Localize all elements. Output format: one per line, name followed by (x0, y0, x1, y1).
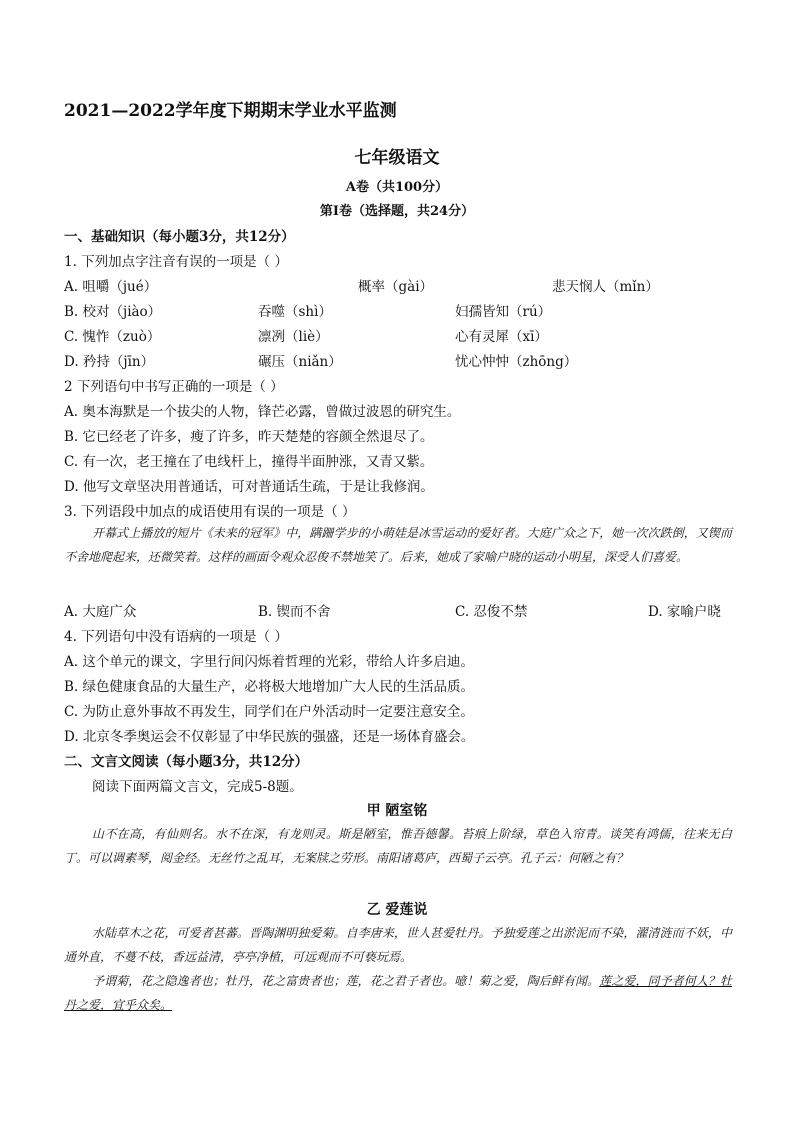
q3-option-c: C. 忍俊不禁 (455, 604, 528, 620)
q1-option-d3: 忧心忡忡（zhōng） (455, 354, 578, 370)
q4-option-a: A. 这个单元的课文，字里行间闪烁着哲理的光彩，带给人许多启迪。 (64, 654, 474, 670)
q4-option-b: B. 绿色健康食品的大量生产，必将极大地增加广大人民的生活品质。 (64, 679, 475, 695)
q1-stem: 1. 下列加点字注音有误的一项是（ ） (64, 254, 288, 270)
section-2-title: 二、文言文阅读（每小题3分，共12分） (64, 754, 309, 770)
yi-title: 乙 爱莲说 (366, 902, 428, 918)
yi-paragraph-2-plain: 予谓菊，花之隐逸者也；牡丹，花之富贵者也；莲，花之君子者也。噫！菊之爱，陶后鲜有闻。 (92, 974, 600, 988)
q1-option-a1: A. 咀嚼（jué） (64, 279, 158, 295)
q1-option-b1: B. 校对（jiào） (64, 304, 162, 320)
q4-option-c: C. 为防止意外事故不再发生，同学们在户外活动时一定要注意安全。 (64, 704, 474, 720)
q1-option-b2: 吞噬（shì） (258, 304, 332, 320)
part-title: 第Ⅰ卷（选择题，共24分） (319, 204, 475, 219)
yi-paragraph-2-underlined: 莲之爱，同予者何人？牡丹之爱，宜乎众矣。 (64, 974, 732, 1012)
subject-title: 七年级语文 (354, 148, 440, 168)
q3-option-b: B. 锲而不舍 (258, 604, 331, 620)
jia-title: 甲 陋室铭 (366, 803, 428, 819)
exam-title: 2021—2022学年度下期期末学业水平监测 (64, 101, 397, 121)
q2-option-a: A. 奥本海默是一个拔尖的人物，锋芒必露，曾做过波恩的研究生。 (64, 404, 461, 420)
q2-option-d: D. 他写文章坚决用普通话，可对普通话生疏，于是让我修润。 (64, 479, 434, 495)
q1-option-c3: 心有灵犀（xī） (455, 329, 548, 345)
q1-option-a3: 悲天悯人（mǐn） (552, 279, 659, 295)
q3-stem: 3. 下列语段中加点的成语使用有误的一项是（ ） (64, 504, 356, 520)
q3-passage: 开幕式上播放的短片《未来的冠军》中，蹒跚学步的小萌娃是冰雪运动的爱好者。大庭广众之下，她一次次跌倒，又锲而不舍地爬起来，还微笑着。这样的画面令观众忍俊不禁地笑了。后来，她成了家喻户晓的运动小明星，深受人们喜爱。 (64, 526, 732, 564)
section-2-intro: 阅读下面两篇文言文，完成5-8题。 (92, 779, 303, 795)
q1-option-d2: 碾压（niǎn） (258, 354, 342, 370)
q2-stem: 2 下列语句中书写正确的一项是（ ） (64, 379, 284, 395)
q2-option-b: B. 它已经老了许多，瘦了许多，昨天楚楚的容颜全然退尽了。 (64, 429, 434, 445)
q3-option-a: A. 大庭广众 (64, 604, 137, 620)
q2-option-c: C. 有一次，老王撞在了电线杆上，撞得半面肿涨，又青又紫。 (64, 454, 434, 470)
q1-option-c1: C. 愧怍（zuò） (64, 329, 161, 345)
section-1-title: 一、基础知识（每小题3分，共12分） (64, 229, 295, 245)
q1-option-d1: D. 矜持（jīn） (64, 354, 155, 370)
q1-option-a2: 概率（gài） (358, 279, 434, 295)
q4-stem: 4. 下列语句中没有语病的一项是（ ） (64, 629, 288, 645)
q1-option-b3: 妇孺皆知（rú） (455, 304, 552, 320)
q3-option-d: D. 家喻户晓 (648, 604, 721, 620)
volume-title: A卷（共100分） (345, 180, 449, 195)
q4-option-d: D. 北京冬季奥运会不仅彰显了中华民族的强盛，还是一场体育盛会。 (64, 729, 475, 745)
yi-paragraph-1: 水陆草木之花，可爱者甚蕃。晋陶渊明独爱菊。自李唐来，世人甚爱牡丹。予独爱莲之出淤泥而不染，濯清涟而不妖，中通外直，不蔓不枝，香远益清，亭亭净植，可远观而不可亵玩焉。 (64, 926, 732, 964)
yi-paragraph-2 (64, 969, 732, 1017)
jia-text: 山不在高，有仙则名。水不在深，有龙则灵。斯是陋室，惟吾德馨。苔痕上阶绿，草色入帘青。谈笑有鸿儒，往来无白丁。可以调素琴，阅金经。无丝竹之乱耳，无案牍之劳形。南阳诸葛庐，西蜀子云亭。孔子云：何陋之有？ (64, 827, 732, 865)
q1-option-c2: 凛冽（liè） (258, 329, 329, 345)
